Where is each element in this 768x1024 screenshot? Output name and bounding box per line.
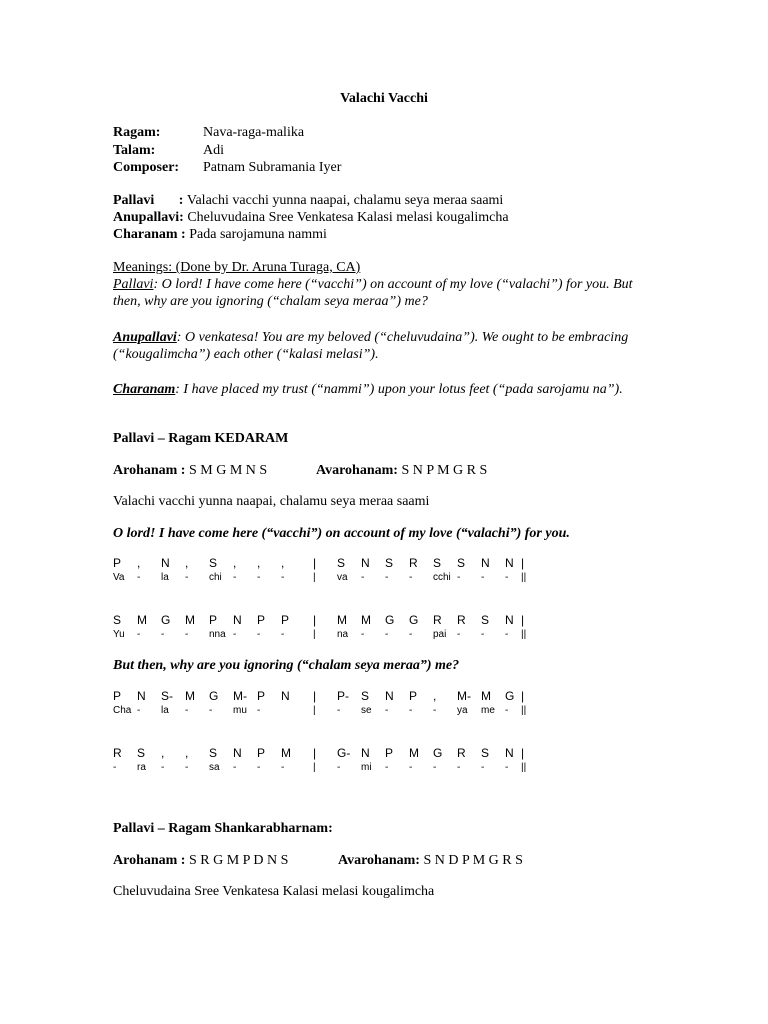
lyric-cell: || <box>521 705 527 716</box>
lyric-cell: || <box>521 572 527 583</box>
lyric-cell: - <box>185 705 189 716</box>
shankarabharanam-avarohanam: Avarohanam: S N D P M G R S <box>338 853 523 868</box>
swara-cell: S- <box>161 689 173 703</box>
swara-cell: S <box>113 613 122 627</box>
lyric-cell: - <box>481 572 485 583</box>
swara-cell: N <box>481 556 490 570</box>
pallavi-label: Pallavi <box>113 193 155 208</box>
swara-cell: P <box>113 556 122 570</box>
lyric-cell: - <box>385 572 389 583</box>
swara-cell: S <box>457 556 466 570</box>
lyric-cell: - <box>257 629 261 640</box>
lyric-cell: - <box>457 629 461 640</box>
swara-cell: S <box>361 689 370 703</box>
swara-cell: S <box>209 556 218 570</box>
swara-cell: N <box>137 689 146 703</box>
lyric-cell: chi <box>209 572 222 583</box>
lyric-cell: - <box>409 629 413 640</box>
lyric-cell: Yu <box>113 629 125 640</box>
swara-cell: S <box>385 556 394 570</box>
lyric-cell: - <box>257 762 261 773</box>
lyric-cell: - <box>505 762 509 773</box>
lyric-cell: - <box>361 572 365 583</box>
lyric-cell: - <box>185 762 189 773</box>
lyric-cell: - <box>161 629 165 640</box>
swara-cell: | <box>313 556 317 570</box>
swara-cell: M <box>185 689 195 703</box>
swara-cell: S <box>481 613 490 627</box>
swara-cell: , <box>185 556 189 570</box>
lyric-cell: - <box>185 572 189 583</box>
meaning-charanam-text: : I have placed my trust (“nammi”) upon your lotus feet (“pada sarojamu na”). <box>175 382 623 397</box>
kedaram-lyric: Valachi vacchi yunna naapai, chalamu seya meraa saami <box>113 494 430 509</box>
lyric-cell: - <box>361 629 365 640</box>
pallavi-text: Valachi vacchi yunna naapai, chalamu seya meraa saami <box>186 193 504 208</box>
swara-cell: N <box>161 556 170 570</box>
swara-cell: N <box>281 689 290 703</box>
lyric-cell: - <box>505 629 509 640</box>
lyric-cell: || <box>521 762 527 773</box>
swara-cell: , <box>257 556 261 570</box>
swara-cell: M <box>481 689 491 703</box>
swara-cell: R <box>433 613 442 627</box>
meaning-anupallavi <box>113 329 653 363</box>
swara-cell: , <box>281 556 285 570</box>
lyric-cell: ra <box>137 762 146 773</box>
lyric-cell: - <box>457 572 461 583</box>
charanam-label: Charanam : <box>113 227 186 242</box>
swara-cell: G <box>505 689 515 703</box>
swara-cell: P <box>409 689 418 703</box>
anupallavi-text: Cheluvudaina Sree Venkatesa Kalasi melasi kougalimcha <box>187 210 509 225</box>
lyric-cell: - <box>385 705 389 716</box>
lyric-cell: - <box>113 762 117 773</box>
swara-cell: N <box>233 613 242 627</box>
composer-label: Composer: <box>113 160 180 175</box>
lyric-cell: - <box>409 762 413 773</box>
swara-cell: P <box>113 689 122 703</box>
lyric-cell: - <box>337 762 341 773</box>
talam-label: Talam: <box>113 143 156 158</box>
swara-cell: | <box>313 746 317 760</box>
swara-cell: P <box>257 689 266 703</box>
swara-cell: P <box>385 746 394 760</box>
lyric-cell: - <box>233 762 237 773</box>
anupallavi-line <box>113 209 509 226</box>
kedaram-heading: Pallavi – Ragam KEDARAM <box>113 431 289 446</box>
meaning-pallavi-label: Pallavi <box>113 277 154 292</box>
lyric-cell: mi <box>361 762 372 773</box>
lyric-cell: - <box>257 705 261 716</box>
lyric-cell: va <box>337 572 348 583</box>
swara-cell: G <box>161 613 171 627</box>
lyric-cell: la <box>161 705 169 716</box>
swara-cell: M <box>281 746 291 760</box>
swara-cell: M <box>409 746 419 760</box>
swara-cell: G <box>433 746 443 760</box>
swara-cell: | <box>521 689 525 703</box>
swara-cell: , <box>137 556 141 570</box>
lyric-cell: - <box>409 705 413 716</box>
kedaram-arohanam: Arohanam : S M G M N S <box>113 463 268 478</box>
lyric-cell: - <box>385 629 389 640</box>
swara-cell: N <box>505 746 514 760</box>
swara-cell: M <box>361 613 371 627</box>
lyric-cell: Cha <box>113 705 132 716</box>
lyric-cell: - <box>257 572 261 583</box>
lyric-cell: - <box>433 705 437 716</box>
lyric-cell: - <box>209 705 213 716</box>
swara-cell: S <box>209 746 218 760</box>
lyric-cell: me <box>481 705 495 716</box>
swara-cell: N <box>505 556 514 570</box>
talam-value: Adi <box>203 143 224 158</box>
meaning-charanam <box>113 381 653 398</box>
swara-cell: G <box>409 613 419 627</box>
swara-cell: N <box>385 689 394 703</box>
lyric-cell: | <box>313 629 316 640</box>
kedaram-meaning-1: O lord! I have come here (“vacchi”) on account of my love (“valachi”) for you. <box>113 526 570 541</box>
pallavi-line: Pallavi : Valachi vacchi yunna naapai, chalamu seya meraa saami <box>113 193 504 208</box>
lyric-cell: Va <box>113 572 125 583</box>
kedaram-avarohanam: Avarohanam: S N P M G R S <box>316 463 488 478</box>
lyric-cell: - <box>337 705 341 716</box>
swara-cell: , <box>433 689 437 703</box>
page-title: Valachi Vacchi <box>340 91 428 106</box>
swara-cell: M- <box>457 689 471 703</box>
swara-cell: | <box>521 613 525 627</box>
lyric-cell: - <box>137 629 141 640</box>
lyric-cell: - <box>385 762 389 773</box>
meaning-pallavi-text: : O lord! I have come here (“vacchi”) on account of my love (“valachi”) for you. But then, why are you ignoring (“chalam seya meraa”) me? <box>113 277 633 309</box>
lyric-cell: - <box>281 629 285 640</box>
swara-cell: P- <box>337 689 349 703</box>
meaning-anupallavi-label: Anupallavi <box>113 330 177 345</box>
meanings-heading: Meanings: (Done by Dr. Aruna Turaga, CA) <box>113 260 361 275</box>
shankarabharanam-arohanam: Arohanam : S R G M P D N S <box>113 853 289 868</box>
lyric-cell: | <box>313 762 316 773</box>
lyric-cell: - <box>457 762 461 773</box>
swara-cell: N <box>505 613 514 627</box>
swara-cell: P <box>257 613 266 627</box>
swara-cell: P <box>281 613 290 627</box>
swara-cell: G <box>385 613 395 627</box>
swara-cell: P <box>209 613 218 627</box>
swara-cell: R <box>457 613 466 627</box>
charanam-line <box>113 226 327 243</box>
swara-cell: M- <box>233 689 247 703</box>
swara-cell: G <box>209 689 219 703</box>
lyric-cell: - <box>481 629 485 640</box>
lyric-cell: cchi <box>433 572 451 583</box>
composer-value: Patnam Subramania Iyer <box>203 160 342 175</box>
lyric-cell: | <box>313 572 316 583</box>
lyric-cell: sa <box>209 762 220 773</box>
lyric-cell: ya <box>457 705 468 716</box>
swara-cell: | <box>521 746 525 760</box>
lyric-cell: se <box>361 705 372 716</box>
swara-cell: | <box>521 556 525 570</box>
swara-cell: M <box>185 613 195 627</box>
swara-cell: R <box>113 746 122 760</box>
charanam-text: Pada sarojamuna nammi <box>189 227 327 242</box>
lyric-cell: - <box>505 705 509 716</box>
swara-cell: S <box>137 746 146 760</box>
swara-cell: S <box>481 746 490 760</box>
swara-cell: S <box>337 556 346 570</box>
swara-cell: , <box>161 746 165 760</box>
swara-cell: , <box>233 556 237 570</box>
lyric-cell: na <box>337 629 349 640</box>
lyric-cell: | <box>313 705 316 716</box>
anupallavi-label: Anupallavi: <box>113 210 184 225</box>
lyric-cell: - <box>137 572 141 583</box>
ragam-label: Ragam: <box>113 125 161 140</box>
swara-cell: G- <box>337 746 351 760</box>
swara-cell: | <box>313 613 317 627</box>
lyric-cell: - <box>161 762 165 773</box>
lyric-cell: - <box>505 572 509 583</box>
swara-cell: , <box>185 746 189 760</box>
swara-cell: M <box>337 613 347 627</box>
lyric-cell: || <box>521 629 527 640</box>
swara-cell: N <box>361 556 370 570</box>
swara-cell: M <box>137 613 147 627</box>
meaning-charanam-label: Charanam <box>113 382 176 397</box>
lyric-cell: - <box>233 572 237 583</box>
shankarabharanam-lyric: Cheluvudaina Sree Venkatesa Kalasi melasi kougalimcha <box>113 884 435 899</box>
swara-cell: N <box>233 746 242 760</box>
lyric-cell: - <box>281 762 285 773</box>
ragam-value: Nava-raga-malika <box>203 125 305 140</box>
lyric-cell: - <box>433 762 437 773</box>
shankarabharanam-heading: Pallavi – Ragam Shankarabharnam: <box>113 821 333 836</box>
lyric-cell: - <box>137 705 141 716</box>
lyric-cell: - <box>281 572 285 583</box>
meaning-anupallavi-text: : O venkatesa! You are my beloved (“cheluvudaina”). We ought to be embracing (“kougalimcha”) each other (“kalasi melasi”). <box>113 330 629 362</box>
lyric-cell: - <box>481 762 485 773</box>
swara-cell: S <box>433 556 442 570</box>
lyric-cell: la <box>161 572 169 583</box>
lyric-cell: mu <box>233 705 247 716</box>
swara-cell: R <box>457 746 466 760</box>
lyric-cell: - <box>185 629 189 640</box>
lyric-cell: nna <box>209 629 226 640</box>
lyric-cell: - <box>409 572 413 583</box>
lyric-cell: pai <box>433 629 447 640</box>
meaning-pallavi <box>113 276 653 310</box>
swara-cell: P <box>257 746 266 760</box>
kedaram-meaning-2: But then, why are you ignoring (“chalam seya meraa”) me? <box>113 658 460 673</box>
swara-cell: | <box>313 689 317 703</box>
swara-cell: R <box>409 556 418 570</box>
lyric-cell: - <box>233 629 237 640</box>
swara-cell: N <box>361 746 370 760</box>
